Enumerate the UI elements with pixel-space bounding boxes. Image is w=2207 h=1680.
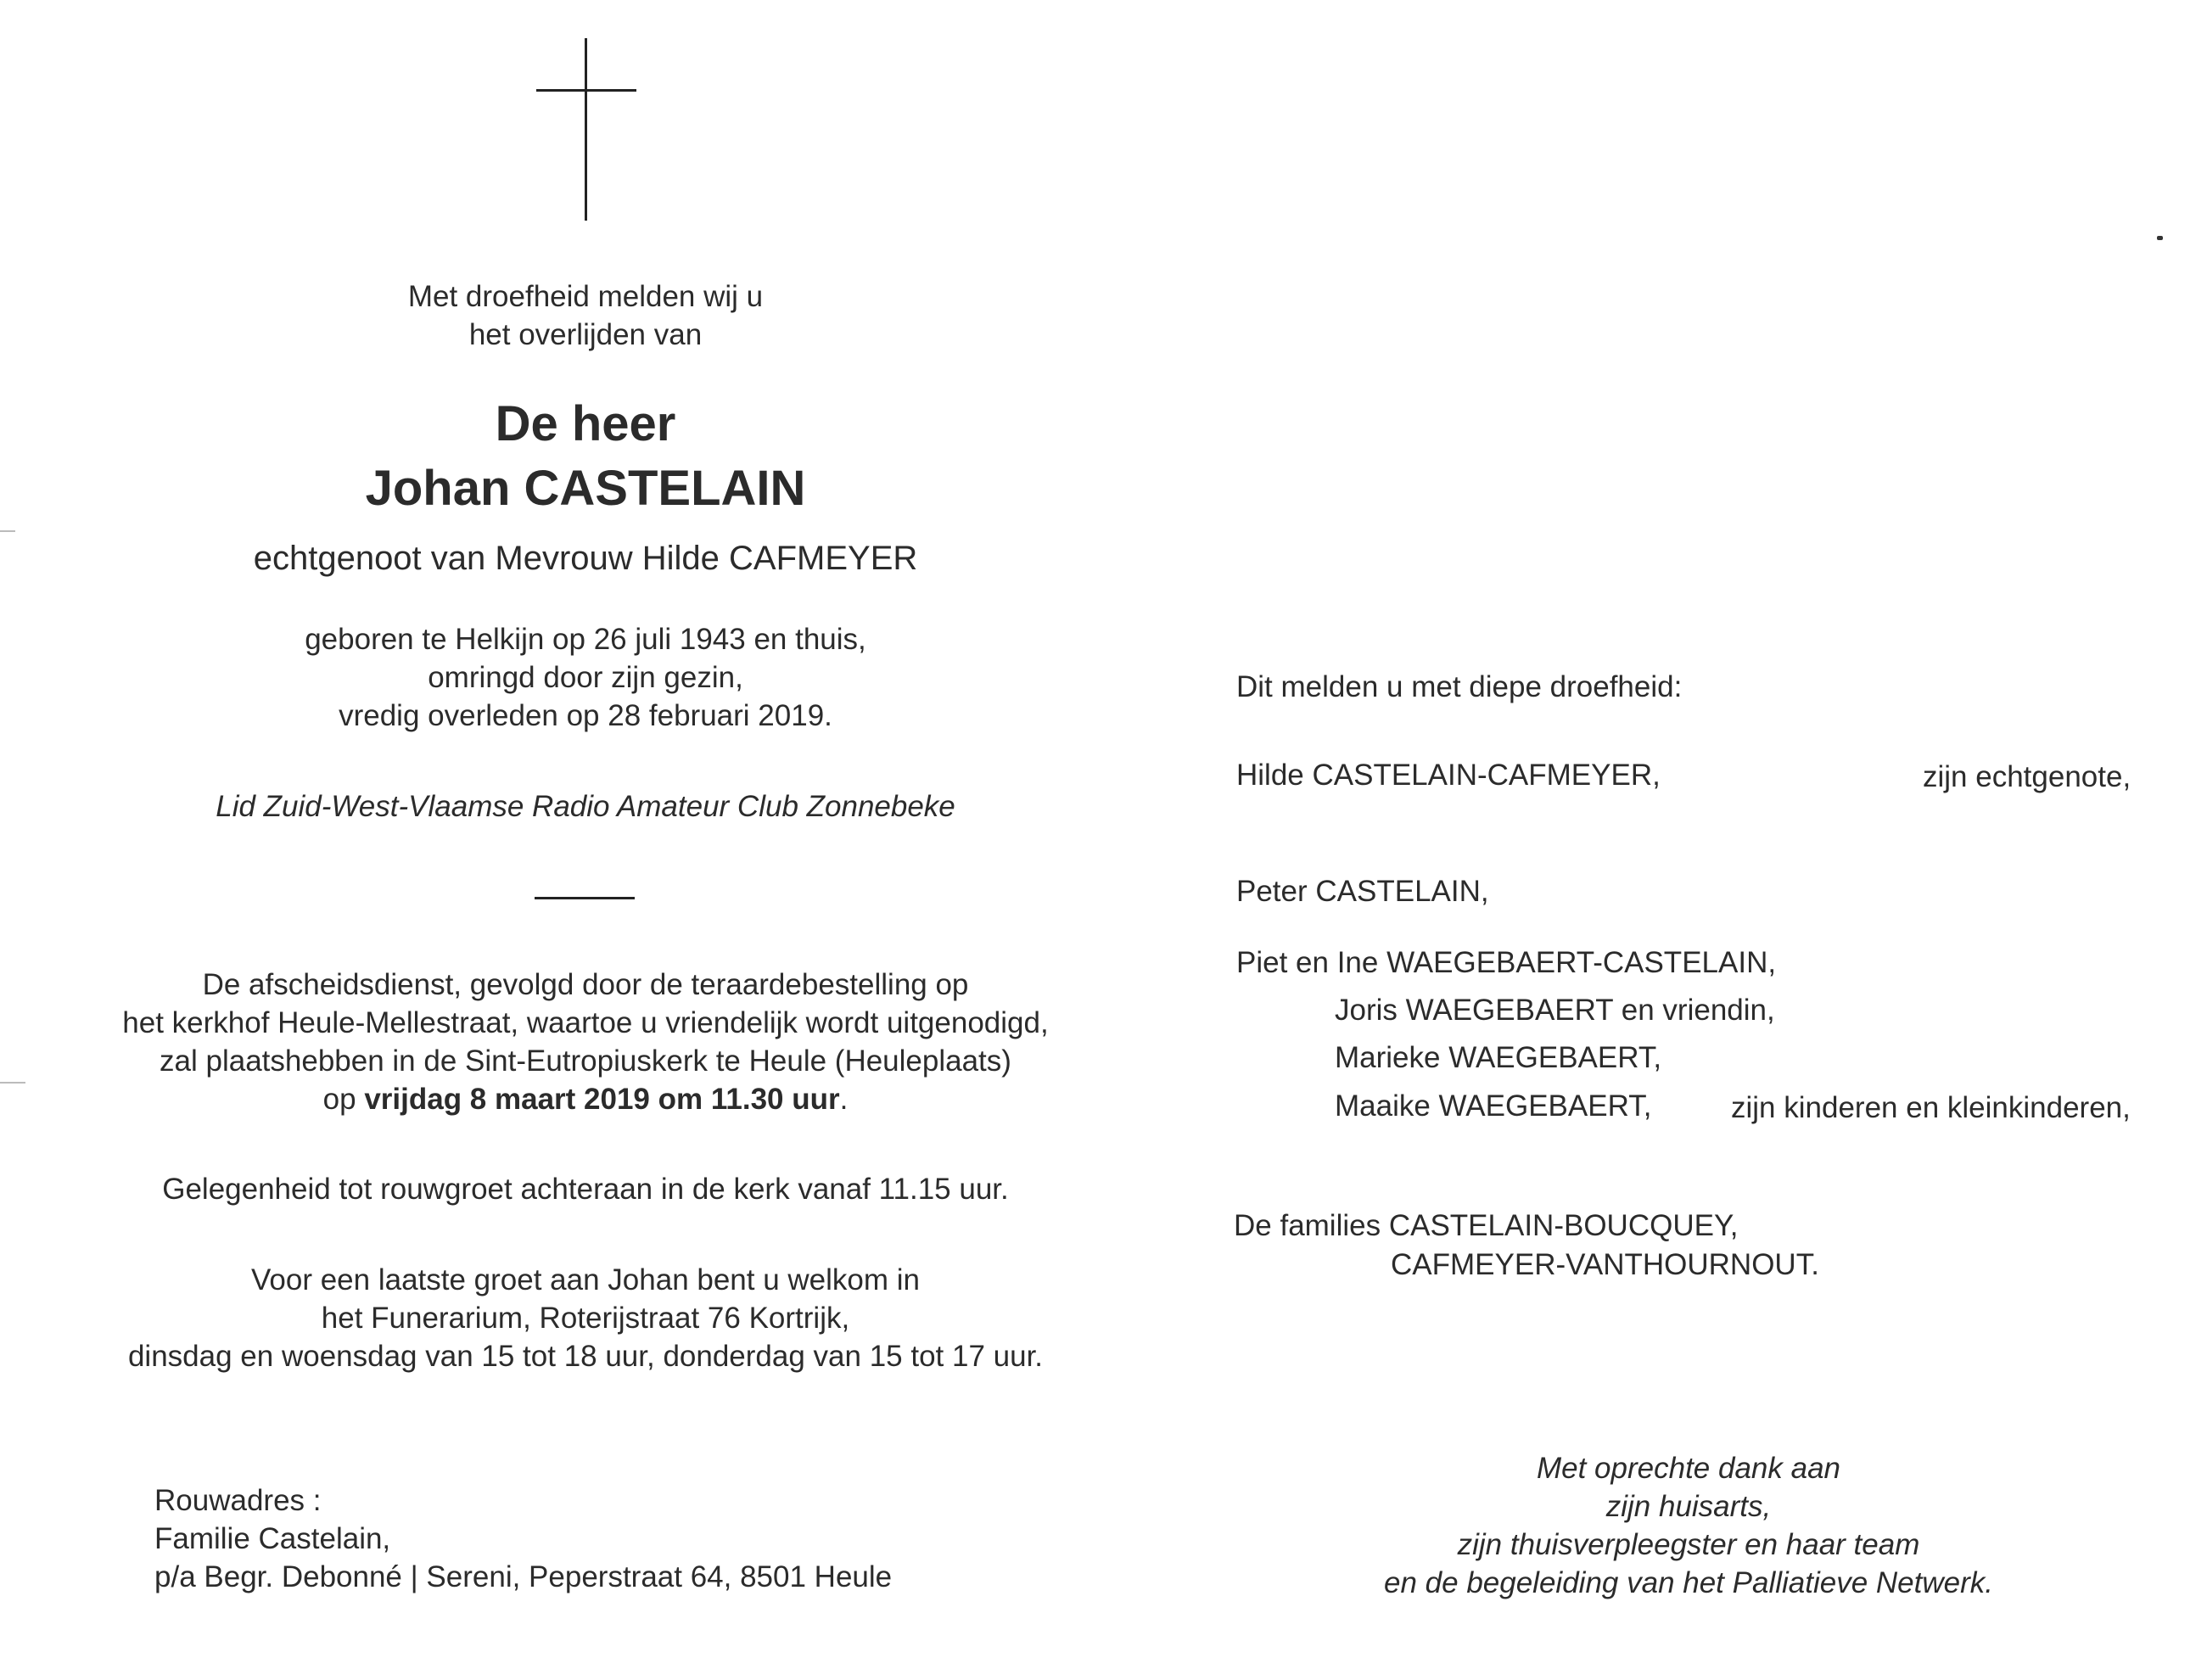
service-date-bold: vrijdag 8 maart 2019 om 11.30 uur xyxy=(364,1083,840,1116)
families-line-2: CAFMEYER-VANTHOURNOUT. xyxy=(1391,1248,1819,1281)
visit-line-2: het Funerarium, Roterijstraat 76 Kortrijk, xyxy=(321,1302,850,1335)
address-line-3: p/a Begr. Debonné | Sereni, Peperstraat 64, 8501 Heule xyxy=(154,1560,893,1593)
intro-line-1: Met droefheid melden wij u xyxy=(407,280,764,313)
scan-mark xyxy=(0,530,15,532)
visit-line-3: dinsdag en woensdag van 15 tot 18 uur, donderdag van 15 tot 17 uur. xyxy=(127,1340,1044,1373)
address-line-2: Familie Castelain, xyxy=(154,1522,391,1555)
address-line-1: Rouwadres : xyxy=(154,1484,322,1517)
thanks-line-2: zijn huisarts, xyxy=(1605,1490,1772,1523)
grandchild-1: Joris WAEGEBAERT en vriendin, xyxy=(1335,994,1775,1027)
thanks-line-4: en de begeleiding van het Palliatieve Netwerk. xyxy=(1384,1566,1993,1599)
right-panel xyxy=(1137,0,2207,1680)
birth-line-1: geboren te Helkijn op 26 juli 1943 en thuis, xyxy=(305,623,866,656)
children-role: zijn kinderen en kleinkinderen, xyxy=(1731,1091,2131,1124)
service-line-3: zal plaatshebben in de Sint-Eutropiuskerk te Heule (Heuleplaats) xyxy=(160,1044,1011,1078)
thanks-line-1: Met oprechte dank aan xyxy=(1536,1452,1840,1485)
thanks-line-3: zijn thuisverpleegster en haar team xyxy=(1457,1528,1920,1561)
cross-icon-bar xyxy=(536,89,636,92)
service-date xyxy=(0,1080,1171,1118)
service-date-prefix: op xyxy=(322,1083,356,1116)
service-line-2: het kerkhof Heule-Mellestraat, waartoe u vriendelijk wordt uitgenodigd, xyxy=(122,1006,1049,1039)
name-title: De heer xyxy=(495,396,676,451)
child-2: Piet en Ine WAEGEBAERT-CASTELAIN, xyxy=(1236,946,1777,979)
scan-speck xyxy=(2157,236,2163,240)
divider-line xyxy=(535,897,635,899)
families-line-1: De families CASTELAIN-BOUCQUEY, xyxy=(1234,1209,1739,1242)
cross-icon xyxy=(585,38,587,221)
birth-line-3: vredig overleden op 28 februari 2019. xyxy=(339,699,832,732)
condolence-line: Gelegenheid tot rouwgroet achteraan in de kerk vanaf 11.15 uur. xyxy=(162,1173,1009,1206)
service-line-1: De afscheidsdienst, gevolgd door de teraardebestelling op xyxy=(202,968,969,1001)
birth-line-2: omringd door zijn gezin, xyxy=(428,661,743,694)
spouse-role: zijn echtgenote, xyxy=(1923,760,2131,793)
spouse-name: Hilde CASTELAIN-CAFMEYER, xyxy=(1236,759,1661,792)
intro-line-2: het overlijden van xyxy=(468,318,703,351)
announce-line: Dit melden u met diepe droefheid: xyxy=(1236,670,1683,703)
membership-line: Lid Zuid-West-Vlaamse Radio Amateur Club Zonnebeke xyxy=(216,790,955,823)
deceased-name: Johan CASTELAIN xyxy=(365,461,806,516)
child-1: Peter CASTELAIN, xyxy=(1236,875,1489,908)
visit-line-1: Voor een laatste groet aan Johan bent u welkom in xyxy=(250,1263,921,1296)
spouse-line: echtgenoot van Mevrouw Hilde CAFMEYER xyxy=(253,540,918,577)
grandchild-2: Marieke WAEGEBAERT, xyxy=(1335,1041,1662,1074)
service-date-suffix: . xyxy=(839,1083,849,1116)
grandchild-3: Maaike WAEGEBAERT, xyxy=(1335,1089,1652,1123)
